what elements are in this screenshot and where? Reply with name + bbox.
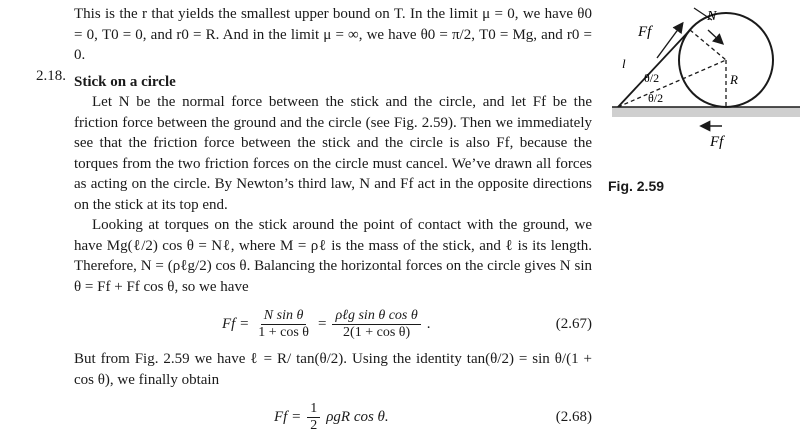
eq1-frac2-denominator: 2(1 + cos θ): [343, 324, 411, 340]
label-ff-bottom: Ff: [710, 134, 724, 150]
label-r: R: [730, 72, 738, 87]
paragraph-1: Let N be the normal force between the stick and the circle, and let Ff be the friction force between the ground and the circle (see Fig. 2.59). Then we immediately see that the friction force between the stick and the circle is also Ff, because the torques from the two friction forces on the circle must cancel. We’ve drawn all forces as acting on the circle. By Newton’s third law, N and Ff act in the opposite directions on the stick at its top end.: [74, 94, 592, 213]
label-n: N: [707, 9, 717, 24]
ground-hatch: [612, 107, 800, 117]
equation-2-67: [74, 305, 592, 343]
eq1-tail: .: [426, 315, 431, 332]
equation-2-68: [74, 398, 592, 436]
figure-caption: Fig. 2.59: [608, 178, 665, 194]
eq1-number: (2.67): [555, 315, 592, 332]
eq1-frac1-numerator: N sin θ: [261, 308, 307, 325]
label-theta-top: θ/2: [644, 71, 660, 85]
eq2-fraction: [307, 401, 320, 434]
eq1-lhs: Ff =: [222, 315, 250, 332]
label-ff-top: Ff: [638, 24, 652, 40]
eq2-number: (2.68): [555, 408, 592, 425]
label-l: l: [622, 56, 626, 71]
section-number: 2.18.: [36, 68, 66, 84]
eq1-frac2-numerator: ρℓg sin θ cos θ: [332, 308, 420, 325]
eq1-fraction-2: [332, 308, 420, 341]
paragraph-2: Looking at torques on the stick around the point of contact with the ground, we have Mg(ℓ/2) cos θ = Nℓ, where M = ρℓ is the mass of the stick, and ℓ is its length. Therefore, N = (ρℓg/2) cos θ. Balancing the horizontal forces on the circle gives N sin θ = Ff + Ff cos θ, so we have: [74, 217, 592, 295]
center-line: [618, 60, 726, 107]
eq1-frac1-denominator: 1 + cos θ: [258, 324, 309, 340]
paragraph-3: But from Fig. 2.59 we have ℓ = R/ tan(θ/2). Using the identity tan(θ/2) = sin θ/(1 + cos θ), we finally obtain: [74, 351, 592, 388]
eq2-numerator: 1: [307, 401, 320, 418]
paragraph-intro: This is the r that yields the smallest upper bound on T. In the limit μ = 0, we have θ0 = 0, T0 = 0, and r0 = R. And in the limit μ = ∞, we have θ0 = π/2, T0 = Mg, and r0 = 0.: [74, 6, 592, 63]
text-column: [74, 4, 592, 442]
eq1-equals: =: [317, 315, 327, 332]
eq2-denominator: 2: [310, 417, 318, 433]
eq2-rhs: ρgR cos θ.: [326, 408, 389, 425]
radius-to-tangent: [690, 30, 726, 60]
section-heading-line: [74, 72, 592, 93]
figure-2-59: [604, 0, 800, 176]
normal-arrow: [708, 30, 722, 43]
eq2-lhs: Ff =: [274, 408, 302, 425]
eq1-fraction-1: [255, 308, 312, 341]
label-theta-bottom: θ/2: [648, 91, 664, 105]
section-title: Stick on a circle: [74, 73, 176, 90]
